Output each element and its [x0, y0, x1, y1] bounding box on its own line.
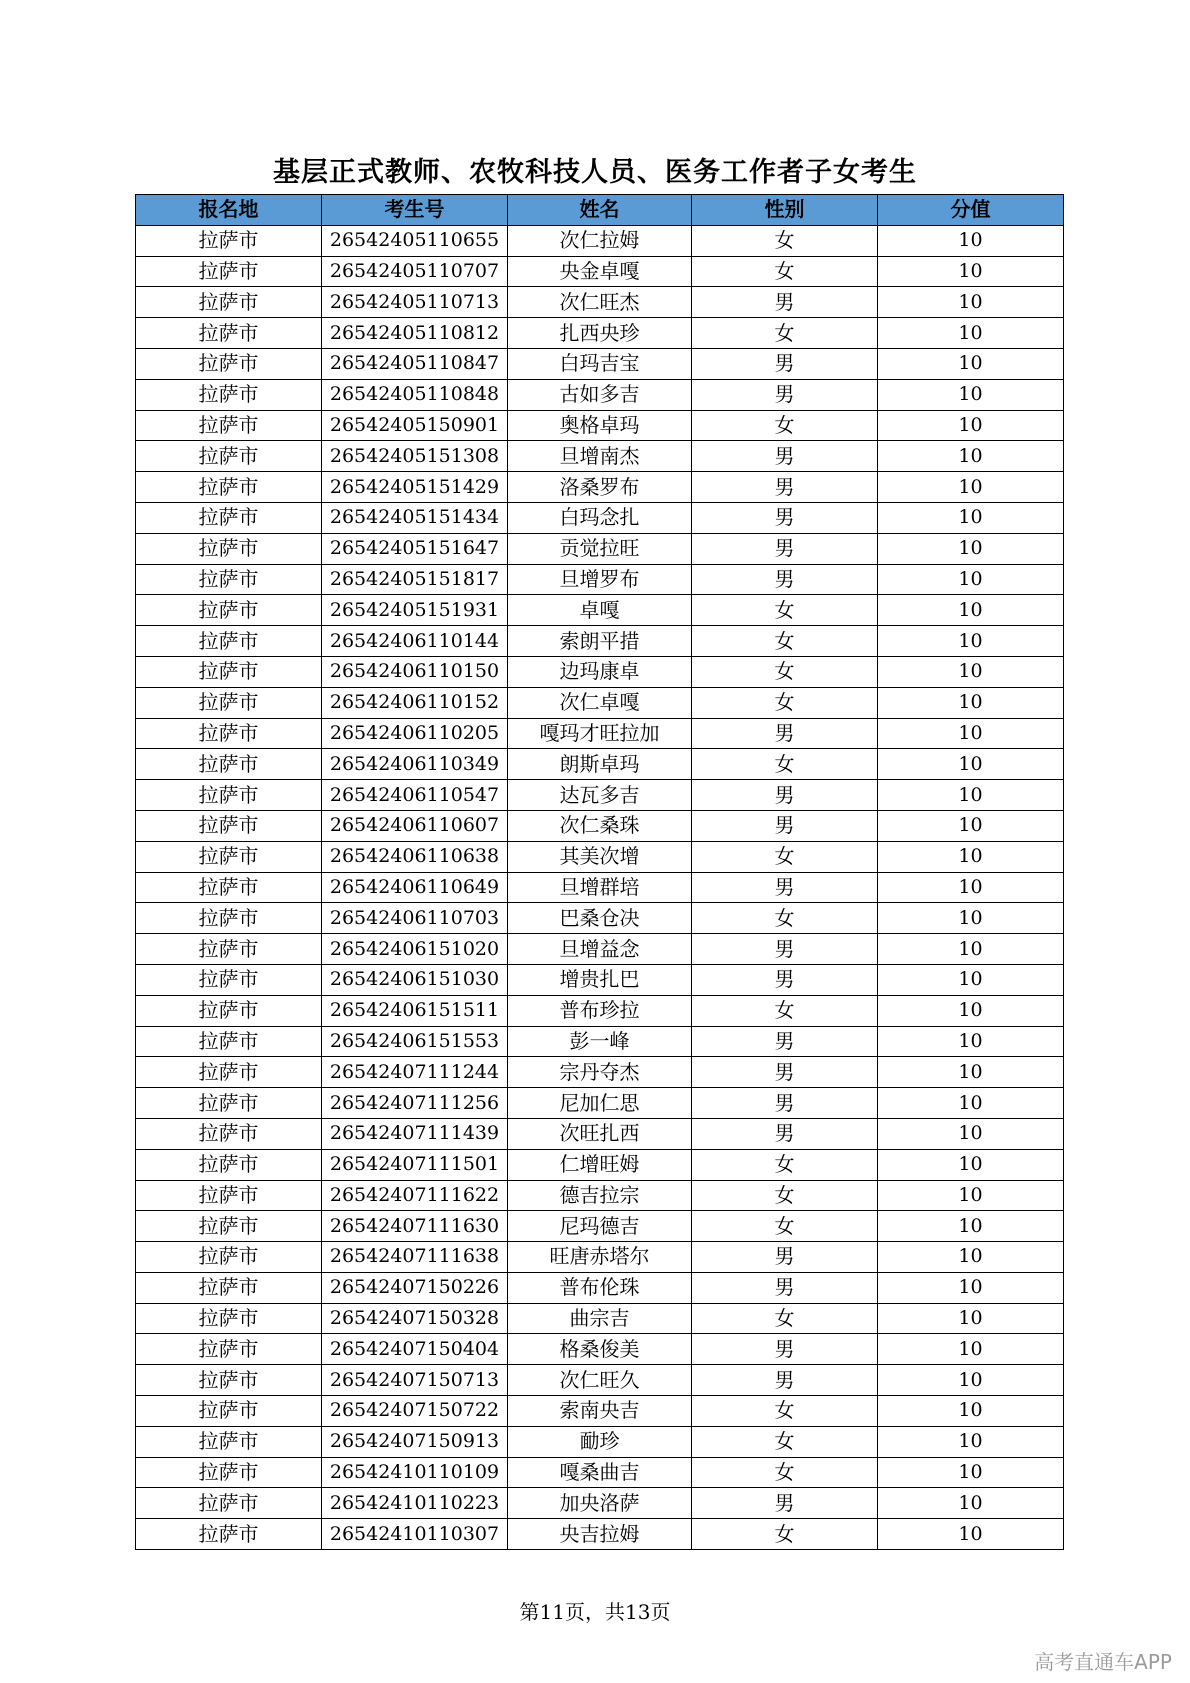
- cell-name: 加央洛萨: [508, 1488, 692, 1519]
- cell-exam-number: 26542406110150: [322, 656, 508, 687]
- cell-score: 10: [878, 441, 1064, 472]
- cell-gender: 女: [692, 1457, 878, 1488]
- cell-score: 10: [878, 318, 1064, 349]
- cell-score: 10: [878, 379, 1064, 410]
- table-row: [136, 256, 1064, 287]
- cell-gender: 女: [692, 595, 878, 626]
- cell-name: 嘎桑曲吉: [508, 1457, 692, 1488]
- cell-region: 拉萨市: [136, 995, 322, 1026]
- cell-gender: 男: [692, 1334, 878, 1365]
- cell-region: 拉萨市: [136, 810, 322, 841]
- cell-gender: 男: [692, 502, 878, 533]
- cell-score: 10: [878, 564, 1064, 595]
- cell-exam-number: 26542407150226: [322, 1272, 508, 1303]
- cell-name: 索朗平措: [508, 626, 692, 657]
- cell-exam-number: 26542405110713: [322, 287, 508, 318]
- header-exam-number: 考生号: [322, 195, 508, 226]
- cell-gender: 男: [692, 533, 878, 564]
- table-row: [136, 564, 1064, 595]
- cell-score: 10: [878, 1088, 1064, 1119]
- cell-score: 10: [878, 1519, 1064, 1550]
- table-row: [136, 595, 1064, 626]
- cell-score: 10: [878, 1426, 1064, 1457]
- cell-region: 拉萨市: [136, 749, 322, 780]
- cell-exam-number: 26542407111622: [322, 1180, 508, 1211]
- table-row: [136, 1303, 1064, 1334]
- cell-exam-number: 26542406110205: [322, 718, 508, 749]
- cell-name: 索南央吉: [508, 1396, 692, 1427]
- table-row: [136, 1488, 1064, 1519]
- table-row: [136, 502, 1064, 533]
- cell-region: 拉萨市: [136, 1457, 322, 1488]
- cell-exam-number: 26542406110638: [322, 841, 508, 872]
- table-row: [136, 995, 1064, 1026]
- cell-region: 拉萨市: [136, 379, 322, 410]
- table-body: [136, 225, 1064, 1549]
- cell-name: 次仁拉姆: [508, 225, 692, 256]
- cell-exam-number: 26542407111638: [322, 1242, 508, 1273]
- cell-score: 10: [878, 1334, 1064, 1365]
- cell-region: 拉萨市: [136, 1426, 322, 1457]
- cell-exam-number: 26542405151931: [322, 595, 508, 626]
- cell-gender: 女: [692, 687, 878, 718]
- cell-score: 10: [878, 1457, 1064, 1488]
- cell-score: 10: [878, 225, 1064, 256]
- cell-exam-number: 26542405110812: [322, 318, 508, 349]
- cell-region: 拉萨市: [136, 595, 322, 626]
- cell-name: 普布珍拉: [508, 995, 692, 1026]
- cell-gender: 女: [692, 841, 878, 872]
- cell-score: 10: [878, 749, 1064, 780]
- table-row: [136, 718, 1064, 749]
- cell-gender: 女: [692, 626, 878, 657]
- cell-region: 拉萨市: [136, 934, 322, 965]
- cell-gender: 女: [692, 1303, 878, 1334]
- cell-score: 10: [878, 1242, 1064, 1273]
- cell-gender: 男: [692, 472, 878, 503]
- cell-exam-number: 26542406151553: [322, 1026, 508, 1057]
- cell-gender: 女: [692, 1519, 878, 1550]
- cell-name: 扎西央珍: [508, 318, 692, 349]
- cell-exam-number: 26542407150913: [322, 1426, 508, 1457]
- cell-gender: 男: [692, 348, 878, 379]
- cell-gender: 女: [692, 903, 878, 934]
- header-score: 分值: [878, 195, 1064, 226]
- cell-gender: 女: [692, 995, 878, 1026]
- cell-gender: 男: [692, 379, 878, 410]
- cell-score: 10: [878, 1303, 1064, 1334]
- cell-region: 拉萨市: [136, 841, 322, 872]
- header-gender: 性别: [692, 195, 878, 226]
- cell-name: 嘎玛才旺拉加: [508, 718, 692, 749]
- cell-gender: 女: [692, 656, 878, 687]
- cell-region: 拉萨市: [136, 225, 322, 256]
- table-row: [136, 1118, 1064, 1149]
- cell-gender: 男: [692, 872, 878, 903]
- cell-score: 10: [878, 995, 1064, 1026]
- cell-exam-number: 26542406110703: [322, 903, 508, 934]
- cell-score: 10: [878, 964, 1064, 995]
- cell-region: 拉萨市: [136, 1272, 322, 1303]
- cell-name: 宗丹夺杰: [508, 1057, 692, 1088]
- cell-gender: 女: [692, 1211, 878, 1242]
- cell-score: 10: [878, 1026, 1064, 1057]
- cell-name: 奥格卓玛: [508, 410, 692, 441]
- cell-name: 央金卓嘎: [508, 256, 692, 287]
- cell-region: 拉萨市: [136, 1118, 322, 1149]
- cell-exam-number: 26542406151020: [322, 934, 508, 965]
- cell-score: 10: [878, 1488, 1064, 1519]
- cell-exam-number: 26542406151030: [322, 964, 508, 995]
- cell-score: 10: [878, 287, 1064, 318]
- cell-name: 白玛吉宝: [508, 348, 692, 379]
- table-row: [136, 1272, 1064, 1303]
- cell-name: 曲宗吉: [508, 1303, 692, 1334]
- table-row: [136, 1426, 1064, 1457]
- cell-name: 洛桑罗布: [508, 472, 692, 503]
- cell-region: 拉萨市: [136, 718, 322, 749]
- cell-name: 旦增南杰: [508, 441, 692, 472]
- cell-gender: 男: [692, 564, 878, 595]
- cell-region: 拉萨市: [136, 1334, 322, 1365]
- table-row: [136, 1396, 1064, 1427]
- table-row: [136, 1365, 1064, 1396]
- cell-exam-number: 26542405110847: [322, 348, 508, 379]
- cell-score: 10: [878, 903, 1064, 934]
- cell-gender: 女: [692, 1396, 878, 1427]
- cell-gender: 男: [692, 780, 878, 811]
- cell-exam-number: 26542407150722: [322, 1396, 508, 1427]
- cell-gender: 男: [692, 1118, 878, 1149]
- cell-name: 次仁卓嘎: [508, 687, 692, 718]
- table-row: [136, 441, 1064, 472]
- table-row: [136, 225, 1064, 256]
- cell-name: 增贵扎巴: [508, 964, 692, 995]
- cell-exam-number: 26542405151429: [322, 472, 508, 503]
- cell-region: 拉萨市: [136, 472, 322, 503]
- cell-region: 拉萨市: [136, 1519, 322, 1550]
- cell-exam-number: 26542405151434: [322, 502, 508, 533]
- table-row: [136, 348, 1064, 379]
- table-row: [136, 810, 1064, 841]
- cell-name: 仁增旺姆: [508, 1149, 692, 1180]
- cell-region: 拉萨市: [136, 1057, 322, 1088]
- cell-gender: 男: [692, 441, 878, 472]
- watermark: 高考直通车APP: [1034, 1650, 1172, 1674]
- cell-region: 拉萨市: [136, 533, 322, 564]
- cell-name: 次旺扎西: [508, 1118, 692, 1149]
- cell-gender: 女: [692, 225, 878, 256]
- cell-exam-number: 26542410110109: [322, 1457, 508, 1488]
- cell-score: 10: [878, 810, 1064, 841]
- cell-gender: 男: [692, 287, 878, 318]
- cell-exam-number: 26542405110848: [322, 379, 508, 410]
- cell-name: 贡觉拉旺: [508, 533, 692, 564]
- cell-score: 10: [878, 1365, 1064, 1396]
- cell-score: 10: [878, 718, 1064, 749]
- cell-name: 卓嘎: [508, 595, 692, 626]
- cell-score: 10: [878, 533, 1064, 564]
- cell-exam-number: 26542405110655: [322, 225, 508, 256]
- table-row: [136, 1026, 1064, 1057]
- cell-gender: 男: [692, 718, 878, 749]
- cell-exam-number: 26542406110144: [322, 626, 508, 657]
- cell-name: 德吉拉宗: [508, 1180, 692, 1211]
- cell-gender: 男: [692, 1088, 878, 1119]
- table-row: [136, 841, 1064, 872]
- cell-name: 达瓦多吉: [508, 780, 692, 811]
- cell-name: 普布伦珠: [508, 1272, 692, 1303]
- cell-score: 10: [878, 626, 1064, 657]
- cell-gender: 男: [692, 810, 878, 841]
- cell-name: 彭一峰: [508, 1026, 692, 1057]
- cell-score: 10: [878, 1211, 1064, 1242]
- table-row: [136, 903, 1064, 934]
- table-row: [136, 1242, 1064, 1273]
- cell-exam-number: 26542407111439: [322, 1118, 508, 1149]
- header-region: 报名地: [136, 195, 322, 226]
- cell-exam-number: 26542406110607: [322, 810, 508, 841]
- table-row: [136, 749, 1064, 780]
- cell-gender: 女: [692, 410, 878, 441]
- table-row: [136, 318, 1064, 349]
- cell-region: 拉萨市: [136, 441, 322, 472]
- cell-gender: 男: [692, 964, 878, 995]
- cell-score: 10: [878, 256, 1064, 287]
- cell-name: 次仁旺杰: [508, 287, 692, 318]
- cell-gender: 女: [692, 1149, 878, 1180]
- cell-region: 拉萨市: [136, 287, 322, 318]
- cell-gender: 男: [692, 934, 878, 965]
- cell-score: 10: [878, 872, 1064, 903]
- table-row: [136, 872, 1064, 903]
- cell-region: 拉萨市: [136, 1242, 322, 1273]
- cell-exam-number: 26542407111256: [322, 1088, 508, 1119]
- table-row: [136, 1457, 1064, 1488]
- cell-exam-number: 26542407111244: [322, 1057, 508, 1088]
- cell-score: 10: [878, 687, 1064, 718]
- cell-name: 其美次增: [508, 841, 692, 872]
- cell-region: 拉萨市: [136, 1365, 322, 1396]
- cell-gender: 女: [692, 1180, 878, 1211]
- cell-score: 10: [878, 1118, 1064, 1149]
- cell-gender: 男: [692, 1057, 878, 1088]
- cell-region: 拉萨市: [136, 964, 322, 995]
- cell-exam-number: 26542405110707: [322, 256, 508, 287]
- cell-region: 拉萨市: [136, 872, 322, 903]
- cell-exam-number: 26542407111501: [322, 1149, 508, 1180]
- cell-exam-number: 26542405150901: [322, 410, 508, 441]
- cell-gender: 男: [692, 1488, 878, 1519]
- cell-name: 朗斯卓玛: [508, 749, 692, 780]
- cell-region: 拉萨市: [136, 1026, 322, 1057]
- cell-exam-number: 26542406110349: [322, 749, 508, 780]
- cell-name: 央吉拉姆: [508, 1519, 692, 1550]
- cell-name: 古如多吉: [508, 379, 692, 410]
- cell-name: 旺唐赤塔尔: [508, 1242, 692, 1273]
- cell-name: 勔珍: [508, 1426, 692, 1457]
- cell-exam-number: 26542407150713: [322, 1365, 508, 1396]
- cell-gender: 男: [692, 1242, 878, 1273]
- cell-exam-number: 26542407150404: [322, 1334, 508, 1365]
- table-row: [136, 687, 1064, 718]
- cell-gender: 女: [692, 256, 878, 287]
- cell-name: 边玛康卓: [508, 656, 692, 687]
- cell-region: 拉萨市: [136, 1180, 322, 1211]
- table-header-row: [136, 195, 1064, 226]
- table-row: [136, 1180, 1064, 1211]
- cell-region: 拉萨市: [136, 1303, 322, 1334]
- cell-exam-number: 26542410110307: [322, 1519, 508, 1550]
- cell-exam-number: 26542407150328: [322, 1303, 508, 1334]
- cell-gender: 女: [692, 1426, 878, 1457]
- cell-region: 拉萨市: [136, 687, 322, 718]
- cell-name: 白玛念扎: [508, 502, 692, 533]
- cell-name: 尼玛德吉: [508, 1211, 692, 1242]
- header-name: 姓名: [508, 195, 692, 226]
- cell-name: 尼加仁思: [508, 1088, 692, 1119]
- table-row: [136, 472, 1064, 503]
- cell-score: 10: [878, 934, 1064, 965]
- cell-score: 10: [878, 502, 1064, 533]
- cell-region: 拉萨市: [136, 1396, 322, 1427]
- cell-region: 拉萨市: [136, 780, 322, 811]
- table-row: [136, 1149, 1064, 1180]
- cell-name: 次仁旺久: [508, 1365, 692, 1396]
- table-row: [136, 780, 1064, 811]
- page-number: 第11页，共13页: [519, 1600, 671, 1624]
- cell-region: 拉萨市: [136, 1488, 322, 1519]
- cell-region: 拉萨市: [136, 626, 322, 657]
- cell-region: 拉萨市: [136, 564, 322, 595]
- table-row: [136, 626, 1064, 657]
- cell-region: 拉萨市: [136, 318, 322, 349]
- cell-exam-number: 26542405151647: [322, 533, 508, 564]
- cell-score: 10: [878, 1149, 1064, 1180]
- page-title: 基层正式教师、农牧科技人员、医务工作者子女考生: [273, 157, 917, 188]
- table-row: [136, 533, 1064, 564]
- table-row: [136, 1334, 1064, 1365]
- cell-score: 10: [878, 595, 1064, 626]
- table-row: [136, 964, 1064, 995]
- cell-gender: 女: [692, 749, 878, 780]
- cell-exam-number: 26542407111630: [322, 1211, 508, 1242]
- cell-score: 10: [878, 841, 1064, 872]
- cell-region: 拉萨市: [136, 1149, 322, 1180]
- cell-name: 旦增益念: [508, 934, 692, 965]
- cell-score: 10: [878, 1057, 1064, 1088]
- cell-exam-number: 26542406110649: [322, 872, 508, 903]
- cell-region: 拉萨市: [136, 502, 322, 533]
- cell-region: 拉萨市: [136, 410, 322, 441]
- table-row: [136, 379, 1064, 410]
- cell-score: 10: [878, 1396, 1064, 1427]
- cell-region: 拉萨市: [136, 1088, 322, 1119]
- table-row: [136, 656, 1064, 687]
- cell-name: 旦增群培: [508, 872, 692, 903]
- cell-gender: 男: [692, 1026, 878, 1057]
- cell-region: 拉萨市: [136, 903, 322, 934]
- cell-exam-number: 26542405151308: [322, 441, 508, 472]
- table-row: [136, 1057, 1064, 1088]
- table-row: [136, 1211, 1064, 1242]
- cell-score: 10: [878, 472, 1064, 503]
- cell-name: 格桑俊美: [508, 1334, 692, 1365]
- cell-region: 拉萨市: [136, 348, 322, 379]
- table-row: [136, 1088, 1064, 1119]
- table-row: [136, 1519, 1064, 1550]
- cell-name: 次仁桑珠: [508, 810, 692, 841]
- table-row: [136, 934, 1064, 965]
- cell-exam-number: 26542405151817: [322, 564, 508, 595]
- candidate-table: [135, 194, 1064, 1550]
- cell-gender: 女: [692, 318, 878, 349]
- cell-score: 10: [878, 1180, 1064, 1211]
- cell-score: 10: [878, 780, 1064, 811]
- cell-score: 10: [878, 1272, 1064, 1303]
- cell-gender: 男: [692, 1365, 878, 1396]
- cell-name: 巴桑仓决: [508, 903, 692, 934]
- cell-gender: 男: [692, 1272, 878, 1303]
- cell-name: 旦增罗布: [508, 564, 692, 595]
- cell-exam-number: 26542406110152: [322, 687, 508, 718]
- cell-score: 10: [878, 656, 1064, 687]
- cell-exam-number: 26542410110223: [322, 1488, 508, 1519]
- cell-exam-number: 26542406151511: [322, 995, 508, 1026]
- cell-region: 拉萨市: [136, 256, 322, 287]
- cell-exam-number: 26542406110547: [322, 780, 508, 811]
- cell-region: 拉萨市: [136, 656, 322, 687]
- cell-region: 拉萨市: [136, 1211, 322, 1242]
- cell-score: 10: [878, 348, 1064, 379]
- table-row: [136, 410, 1064, 441]
- table-row: [136, 287, 1064, 318]
- cell-score: 10: [878, 410, 1064, 441]
